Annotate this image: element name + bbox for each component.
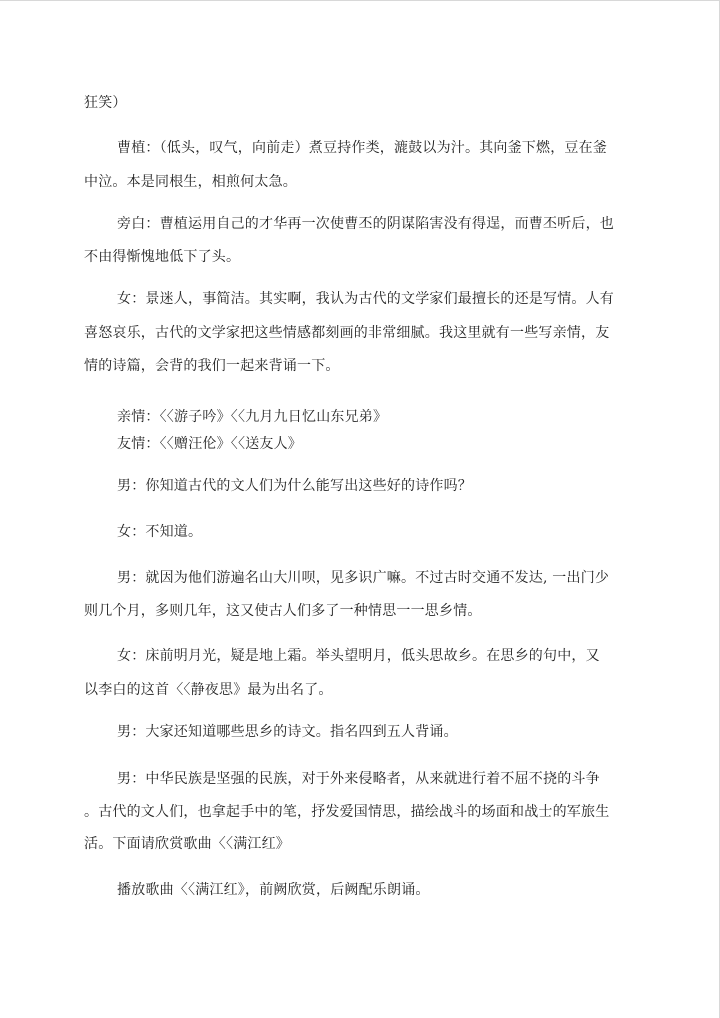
paragraph-line: 女：景迷人，事简洁。其实啊，我认为古代的文学家们最擅长的还是写情。人有 bbox=[117, 291, 614, 307]
paragraph-line: 播放歌曲〈〈满江红》，前阙欣赏，后阙配乐朗诵。 bbox=[117, 882, 430, 898]
paragraph-line: 不由得惭愧地低下了头。 bbox=[84, 249, 241, 265]
paragraph-line: 旁白：曹植运用自己的才华再一次使曹丕的阴谋陷害没有得逞，而曹丕听后，也 bbox=[117, 216, 614, 232]
paragraph-line: 狂笑） bbox=[84, 95, 127, 111]
paragraph-line: 男：就因为他们游遍名山大川呗，见多识广嘛。不过古时交通不发达, 一出门少 bbox=[117, 570, 610, 586]
paragraph-line: 以李白的这首〈〈静夜思》最为出名了。 bbox=[84, 682, 333, 698]
paragraph-line: 女：不知道。 bbox=[117, 524, 203, 540]
paragraph-line: 男：你知道古代的文人们为什么能写出这些好的诗作吗？ bbox=[117, 478, 472, 494]
paragraph-line: 则几个月，多则几年，这又使古人们多了一种情思一一思乡情。 bbox=[84, 603, 482, 619]
paragraph-line: 曹植：（低头，叹气，向前走）煮豆持作类，漉鼓以为汁。其向釜下燃，豆在釜 bbox=[117, 140, 607, 156]
paragraph-line: 。古代的文人们，也拿起手中的笔，抒发爱国情思，描绘战斗的场面和战士的军旅生 bbox=[84, 804, 610, 820]
paragraph-line: 女：床前明月光，疑是地上霜。举头望明月，低头思故乡。在思乡的句中，又 bbox=[117, 648, 600, 664]
paragraph-line: 中泣。本是同根生，相煎何太急。 bbox=[84, 174, 297, 190]
paragraph-line: 情的诗篇，会背的我们一起来背诵一下。 bbox=[84, 358, 340, 374]
paragraph-line: 男：大家还知道哪些思乡的诗文。指名四到五人背诵。 bbox=[117, 724, 458, 740]
poem-list-line: 友情：〈〈赠汪伦》〈〈送友人》 bbox=[117, 436, 302, 452]
paragraph-line: 喜怒哀乐，古代的文学家把这些情感都刻画的非常细腻。我这里就有一些写亲情，友 bbox=[84, 325, 610, 341]
paragraph-line: 活。下面请欣赏歌曲〈〈满江红》 bbox=[84, 836, 290, 852]
poem-list-line: 亲情：〈〈游子吟》〈〈九月九日忆山东兄弟》 bbox=[117, 409, 388, 425]
paragraph-line: 男：中华民族是坚强的民族，对于外来侵略者，从来就进行着不屈不挠的斗争 bbox=[117, 771, 600, 787]
